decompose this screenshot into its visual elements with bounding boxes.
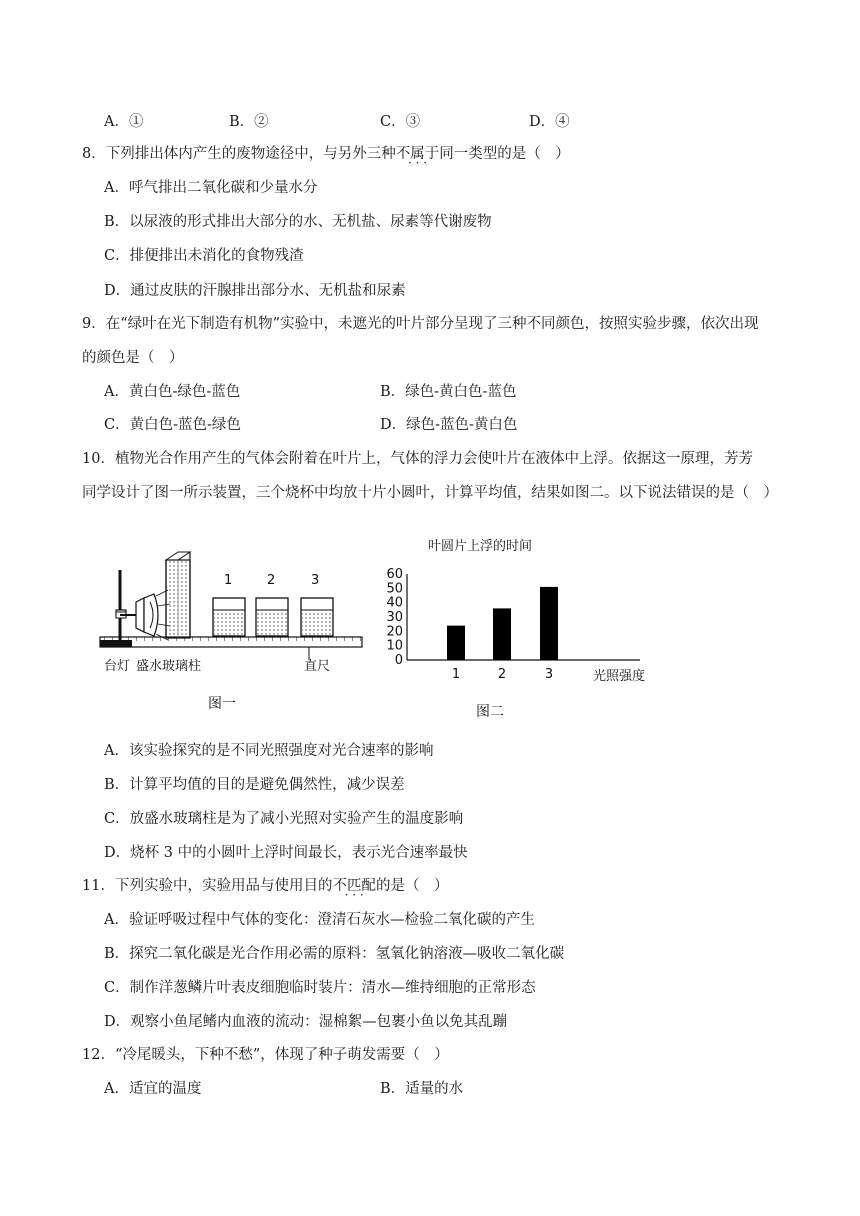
chart-y-tick-label: 10	[386, 638, 403, 654]
chart-y-tick-label: 50	[386, 581, 403, 597]
desk-lamp-icon	[100, 570, 170, 647]
ruler	[100, 637, 362, 647]
q8-option-b: B．以尿液的形式排出大部分的水、无机盐、尿素等代谢废物	[104, 214, 492, 230]
chart-x-tick-label: 3	[544, 667, 554, 682]
beaker-3-number: 3	[311, 573, 320, 588]
q10-option-c: C．放盛水玻璃柱是为了减小光照对实验产生的温度影响	[104, 811, 464, 827]
label-glass-column: 盛水玻璃柱	[136, 659, 202, 674]
q11-option-d: D．观察小鱼尾鳍内血液的流动：湿棉絮—包裹小鱼以免其乱蹦	[104, 1014, 508, 1030]
q9-option-d: D．绿色-蓝色-黄白色	[380, 417, 518, 433]
q7-option-a: A．①	[104, 114, 144, 130]
label-ruler: 直尺	[304, 659, 331, 674]
q7-option-c: C．③	[380, 114, 421, 130]
chart-bar	[447, 626, 465, 660]
chart-y-tick-label: 60	[386, 567, 403, 582]
figure-2-chart	[376, 530, 666, 730]
beaker-1-number: 1	[224, 573, 233, 588]
q9-option-a: A．黄白色-绿色-蓝色	[104, 384, 241, 400]
q7-option-b: B．②	[229, 114, 269, 130]
q8-option-a: A．呼气排出二氧化碳和少量水分	[104, 180, 318, 196]
q8-option-d: D．通过皮肤的汗腺排出部分水、无机盐和尿素	[104, 283, 406, 299]
q8-option-c: C．排便排出未消化的食物残渣	[104, 248, 304, 264]
q10-option-a: A．该实验探究的是不同光照强度对光合速率的影响	[104, 743, 434, 759]
q10-option-d: D．烧杯 3 中的小圆叶上浮时间最长，表示光合速率最快	[104, 845, 468, 861]
q12-option-b: B．适量的水	[380, 1081, 464, 1097]
q11-emphasis: 不匹配 · · ·	[332, 876, 376, 896]
chart-bar	[493, 608, 511, 660]
beaker-2-number: 2	[267, 573, 276, 588]
q9-option-c: C．黄白色-蓝色-绿色	[104, 417, 241, 433]
label-desk-lamp: 台灯	[104, 659, 131, 674]
chart-y-tick-label: 0	[394, 653, 403, 668]
chart-x-tick-label: 1	[451, 667, 461, 682]
q12-option-a: A．适宜的温度	[104, 1081, 202, 1097]
q11-stem: 11．下列实验中，实验用品与使用目的不匹配 · · ·的是（ ）	[82, 876, 448, 896]
q9-option-b: B．绿色-黄白色-蓝色	[380, 384, 517, 400]
chart-y-tick-label: 30	[386, 610, 403, 625]
q11-option-c: C．制作洋葱鳞片叶表皮细胞临时装片：清水—维持细胞的正常形态	[104, 980, 536, 996]
beaker-2	[256, 598, 288, 636]
chart-x-tick-label: 2	[497, 667, 507, 682]
q12-stem: 12．“冷尾暖头，下种不愁”，体现了种子萌发需要（ ）	[82, 1047, 449, 1063]
q9-stem-line2: 的颜色是（ ）	[82, 350, 184, 366]
q8-stem: 8．下列排出体内产生的废物途径中，与另外三种不属于 · · ·同一类型的是（ ）	[82, 144, 570, 164]
water-glass-column	[166, 552, 190, 638]
chart-y-tick-label: 20	[386, 624, 403, 640]
chart-x-label: 光照强度	[593, 669, 646, 684]
q11-option-b: B．探究二氧化碳是光合作用必需的原料：氢氧化钠溶液—吸收二氧化碳	[104, 946, 565, 962]
chart-bar	[540, 587, 558, 660]
q11-option-a: A．验证呼吸过程中气体的变化：澄清石灰水—检验二氧化碳的产生	[104, 912, 535, 928]
beaker-3	[301, 598, 333, 636]
q9-stem-line1: 9．在“绿叶在光下制造有机物”实验中，未遮光的叶片部分呈现了三种不同颜色，按照实验步骤，依次出现	[82, 316, 759, 332]
chart-y-tick-label: 40	[386, 595, 403, 611]
figure-2-caption: 图二	[476, 704, 504, 720]
q10-stem-line2: 同学设计了图一所示装置，三个烧杯中均放十片小圆叶，计算平均值，结果如图二。以下说法错误的是（ ）	[82, 485, 778, 501]
q10-stem-line1: 10．植物光合作用产生的气体会附着在叶片上，气体的浮力会使叶片在液体中上浮。依据这一原理，芳芳	[82, 451, 753, 467]
q10-option-b: B．计算平均值的目的是避免偶然性，减少误差	[104, 777, 405, 793]
q8-emphasis: 不属于 · · ·	[396, 144, 440, 164]
figure-1-apparatus	[96, 540, 366, 730]
beaker-1	[213, 598, 245, 636]
q7-option-d: D．④	[529, 114, 570, 130]
figure-1-caption: 图一	[208, 696, 236, 712]
chart-title: 叶圆片上浮的时间	[428, 539, 533, 554]
